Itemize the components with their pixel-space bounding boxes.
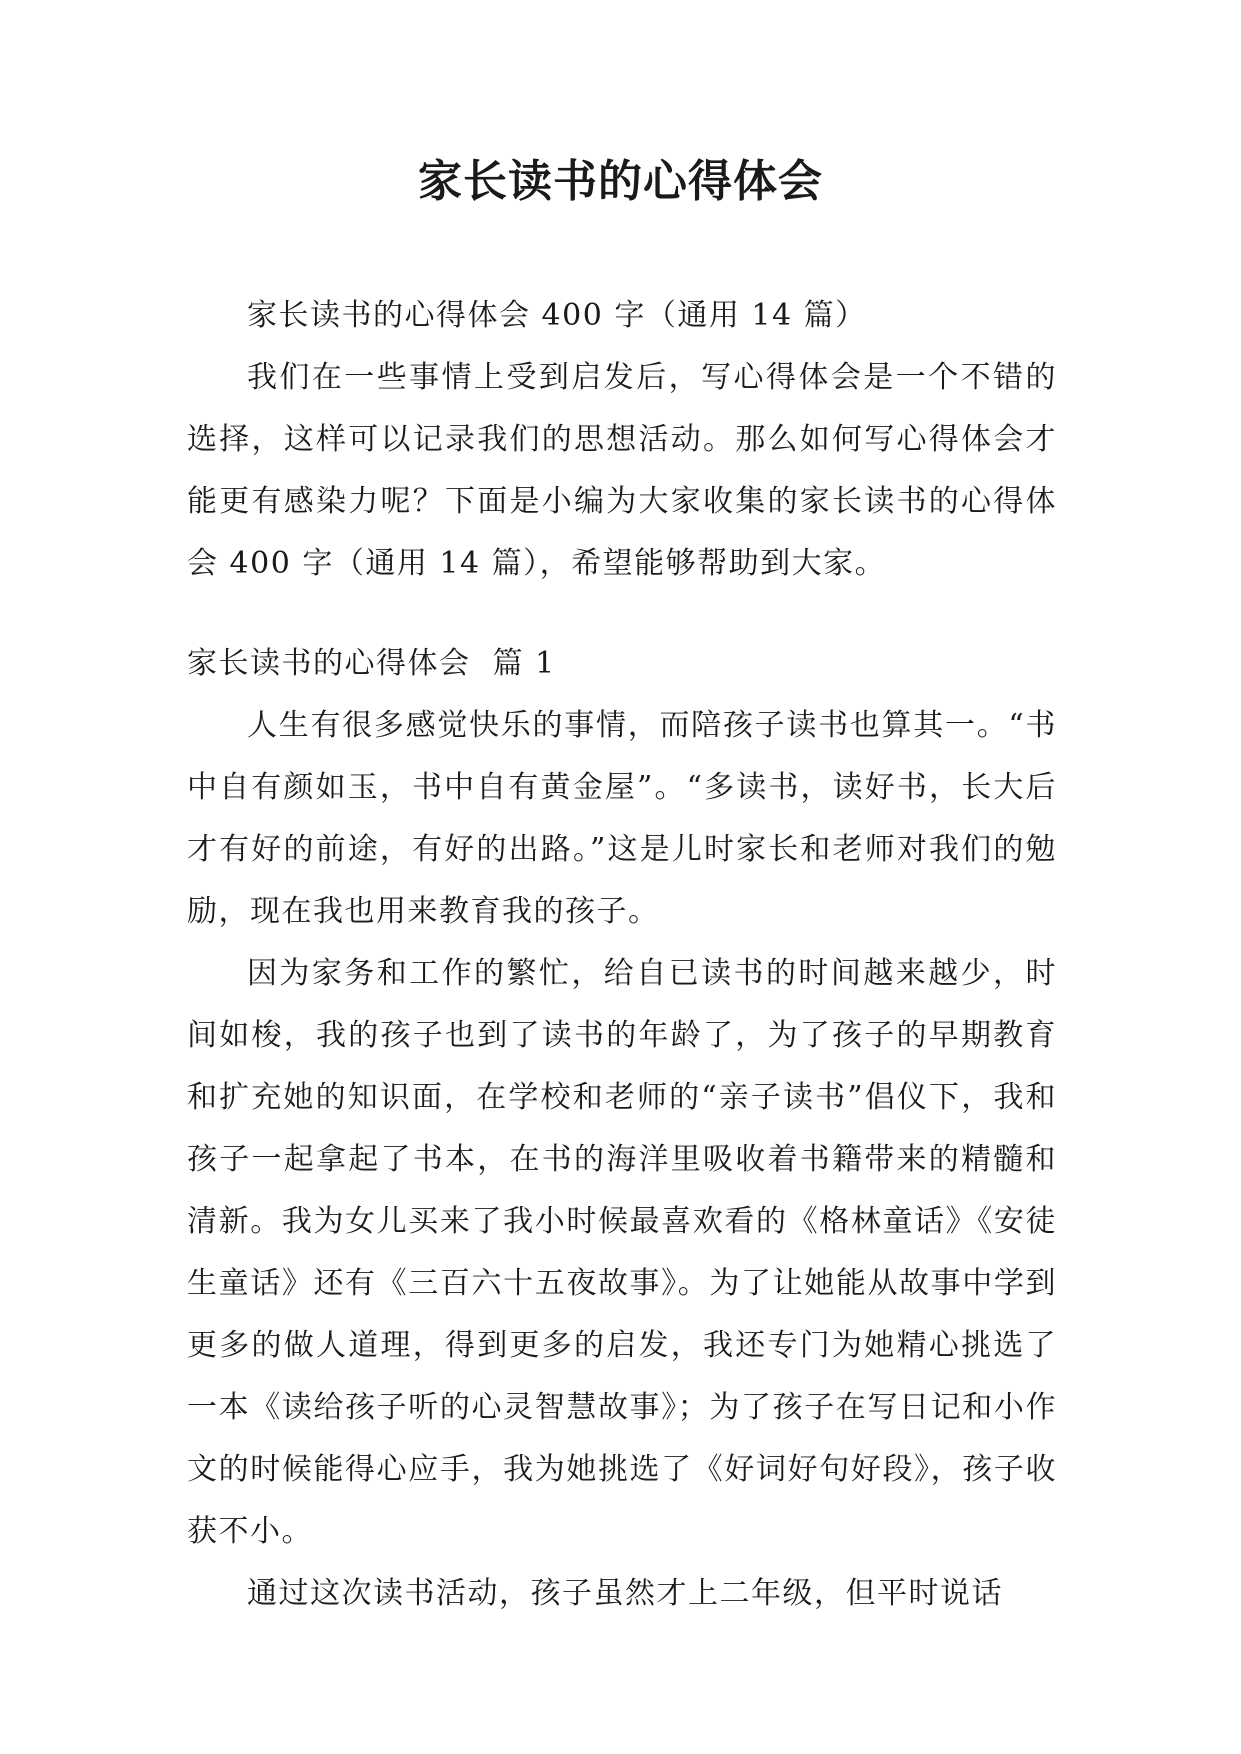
section-paragraph: 因为家务和工作的繁忙，给自已读书的时间越来越少，时间如梭，我的孩子也到了读书的年龄了，为了孩子的早期教育和扩充她的知识面，在学校和老师的“亲子读书”倡仪下，我和孩子一起拿起了书本，在书的海洋里吸收着书籍带来的精髓和清新。我为女儿买来了我小时候最喜欢看的《格林童话》《安徒生童话》还有《三百六十五夜故事》。为了让她能从故事中学到更多的做人道理，得到更多的启发，我还专门为她精心挑选了一本《读给孩子听的心灵智慧故事》；为了孩子在写日记和小作文的时候能得心应手，我为她挑选了《好词好句好段》，孩子收获不小。 — [187, 956, 1057, 1549]
document-subtitle: 家长读书的心得体会 400 字（通用 14 篇） — [247, 298, 867, 333]
intro-paragraph: 我们在一些事情上受到启发后，写心得体会是一个不错的选择，这样可以记录我们的思想活动。那么如何写心得体会才能更有感染力呢？下面是小编为大家收集的家长读书的心得体会 400 字（通用 14 篇），希望能够帮助到大家。 — [187, 360, 1057, 581]
document-body — [187, 285, 1057, 1625]
section-paragraph: 通过这次读书活动，孩子虽然才上二年级，但平时说话 — [247, 1576, 1003, 1611]
section-heading: 家长读书的心得体会 篇 1 — [187, 646, 556, 681]
document-title: 家长读书的心得体会 — [418, 156, 823, 207]
section-paragraph: 人生有很多感觉快乐的事情，而陪孩子读书也算其一。“书中自有颜如玉，书中自有黄金屋”。“多读书，读好书，长大后才有好的前途，有好的出路。”这是儿时家长和老师对我们的勉励，现在我也用来教育我的孩子。 — [187, 708, 1057, 929]
